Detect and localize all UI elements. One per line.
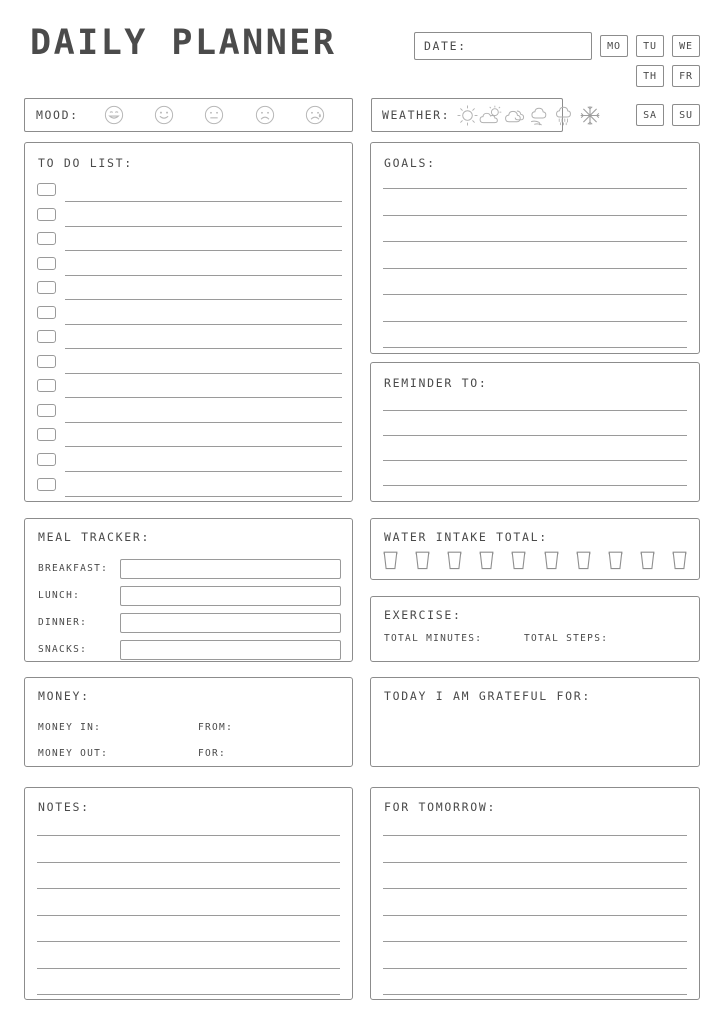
notes-title: NOTES: (38, 800, 90, 814)
mood-options (79, 104, 342, 126)
water-glasses-container (382, 550, 688, 571)
meal-tracker-section (24, 518, 353, 662)
todo-checkbox[interactable] (37, 306, 56, 319)
day-button-thursday[interactable]: TH (636, 65, 664, 87)
todo-write-line[interactable] (65, 397, 342, 398)
water-glass-icon[interactable] (671, 550, 688, 571)
write-line[interactable] (383, 294, 687, 295)
water-glass-icon[interactable] (575, 550, 592, 571)
todo-row (37, 376, 342, 401)
reminder-section (370, 362, 700, 502)
lunch-input[interactable] (120, 586, 341, 606)
write-line[interactable] (383, 215, 687, 216)
todo-write-line[interactable] (65, 496, 342, 497)
write-line[interactable] (383, 347, 687, 348)
write-line[interactable] (383, 941, 687, 942)
todo-checkbox[interactable] (37, 453, 56, 466)
todo-write-line[interactable] (65, 299, 342, 300)
write-line[interactable] (37, 994, 340, 995)
write-line[interactable] (383, 835, 687, 836)
todo-row (37, 327, 342, 352)
sun-behind-cloud-icon[interactable] (479, 104, 504, 127)
water-intake-title: WATER INTAKE TOTAL: (384, 530, 548, 544)
reminder-lines-container (383, 410, 687, 486)
money-row-in (38, 714, 341, 740)
todo-row (37, 180, 342, 205)
money-out-label: MONEY OUT: (38, 747, 109, 759)
todo-checkbox[interactable] (37, 183, 56, 196)
page-title: DAILY PLANNER (30, 23, 337, 63)
for-tomorrow-title: FOR TOMORROW: (384, 800, 497, 814)
meal-tracker-title: MEAL TRACKER: (38, 530, 151, 544)
sun-icon[interactable] (456, 104, 479, 127)
day-button-friday[interactable]: FR (672, 65, 700, 87)
todo-row (37, 352, 342, 377)
todo-checkbox[interactable] (37, 208, 56, 221)
write-line[interactable] (383, 485, 687, 486)
exercise-title: EXERCISE: (384, 608, 462, 622)
write-line[interactable] (383, 435, 687, 436)
goals-section (370, 142, 700, 354)
lunch-label: LUNCH: (38, 590, 81, 601)
total-minutes-label: TOTAL MINUTES: (384, 633, 483, 644)
write-line[interactable] (383, 862, 687, 863)
for-tomorrow-section (370, 787, 700, 1000)
todo-write-line[interactable] (65, 226, 342, 227)
mood-weather-row (24, 98, 700, 132)
breakfast-input[interactable] (120, 559, 341, 579)
write-line[interactable] (37, 941, 340, 942)
todo-row (37, 303, 342, 328)
face-crying-icon[interactable] (304, 104, 326, 126)
notes-lines-container (37, 835, 340, 995)
meal-row-lunch (38, 582, 341, 609)
mood-section (24, 98, 353, 132)
todo-checkbox[interactable] (37, 330, 56, 343)
todo-row (37, 229, 342, 254)
face-sad-icon[interactable] (254, 104, 276, 126)
water-glass-icon[interactable] (510, 550, 527, 571)
meal-rows-container (38, 555, 341, 663)
todo-list-section (24, 142, 353, 502)
weather-options (450, 104, 601, 127)
write-line[interactable] (383, 888, 687, 889)
water-glass-icon[interactable] (543, 550, 560, 571)
water-glass-icon[interactable] (607, 550, 624, 571)
wind-cloud-icon[interactable] (529, 104, 554, 127)
todo-checkbox[interactable] (37, 478, 56, 491)
day-button-saturday[interactable]: SA (636, 104, 664, 126)
todo-row (37, 475, 342, 500)
write-line[interactable] (383, 968, 687, 969)
todo-row (37, 425, 342, 450)
todo-checkbox[interactable] (37, 355, 56, 368)
for-tomorrow-lines-container (383, 835, 687, 995)
weather-label: WEATHER: (382, 108, 451, 122)
day-row-2 (636, 65, 700, 87)
todo-checkbox[interactable] (37, 379, 56, 392)
todo-write-line[interactable] (65, 250, 342, 251)
meal-row-dinner (38, 609, 341, 636)
todo-write-line[interactable] (65, 348, 342, 349)
write-line[interactable] (383, 994, 687, 995)
money-in-from-label: FROM: (198, 721, 234, 733)
todo-checkbox[interactable] (37, 281, 56, 294)
water-intake-section (370, 518, 700, 580)
grateful-title: TODAY I AM GRATEFUL FOR: (384, 689, 591, 703)
todo-checkbox[interactable] (37, 428, 56, 441)
water-glass-icon[interactable] (382, 550, 399, 571)
dinner-input[interactable] (120, 613, 341, 633)
todo-write-line[interactable] (65, 471, 342, 472)
face-neutral-icon[interactable] (203, 104, 225, 126)
exercise-section (370, 596, 700, 662)
money-row-out (38, 740, 341, 766)
write-line[interactable] (383, 321, 687, 322)
todo-checkbox[interactable] (37, 404, 56, 417)
breakfast-label: BREAKFAST: (38, 563, 109, 574)
money-title: MONEY: (38, 689, 90, 703)
todo-row (37, 401, 342, 426)
todo-write-line[interactable] (65, 446, 342, 447)
todo-list-title: TO DO LIST: (38, 156, 133, 170)
water-glass-icon[interactable] (414, 550, 431, 571)
write-line[interactable] (37, 862, 340, 863)
todo-rows-container (37, 180, 342, 499)
date-and-first-days-row (414, 32, 700, 60)
meal-row-snacks (38, 636, 341, 663)
write-line[interactable] (37, 915, 340, 916)
face-laughing-icon[interactable] (103, 104, 125, 126)
todo-write-line[interactable] (65, 373, 342, 374)
write-line[interactable] (383, 410, 687, 411)
money-in-label: MONEY IN: (38, 721, 102, 733)
money-out-for-label: FOR: (198, 747, 227, 759)
write-line[interactable] (37, 835, 340, 836)
day-button-wednesday[interactable]: WE (672, 35, 700, 57)
todo-write-line[interactable] (65, 324, 342, 325)
goals-lines-container (383, 188, 687, 348)
snacks-input[interactable] (120, 640, 341, 660)
write-line[interactable] (37, 888, 340, 889)
todo-write-line[interactable] (65, 275, 342, 276)
meal-row-breakfast (38, 555, 341, 582)
todo-row (37, 205, 342, 230)
cloud-icon[interactable] (504, 104, 529, 127)
write-line[interactable] (383, 188, 687, 189)
date-field[interactable] (414, 32, 592, 60)
rain-cloud-icon[interactable] (554, 104, 579, 127)
exercise-fields-row (384, 633, 608, 644)
todo-checkbox[interactable] (37, 232, 56, 245)
write-line[interactable] (383, 460, 687, 461)
write-line[interactable] (383, 915, 687, 916)
water-glass-icon[interactable] (446, 550, 463, 571)
weather-section (371, 98, 563, 132)
todo-write-line[interactable] (65, 422, 342, 423)
mood-label: MOOD: (36, 108, 79, 122)
reminder-title: REMINDER TO: (384, 376, 488, 390)
money-rows-container (38, 714, 341, 766)
day-button-tuesday[interactable]: TU (636, 35, 664, 57)
write-line[interactable] (383, 241, 687, 242)
todo-row (37, 450, 342, 475)
dinner-label: DINNER: (38, 617, 88, 628)
grateful-section[interactable] (370, 677, 700, 767)
day-button-sunday[interactable]: SU (672, 104, 700, 126)
todo-write-line[interactable] (65, 201, 342, 202)
todo-row (37, 278, 342, 303)
snowflake-icon[interactable] (579, 104, 601, 127)
money-section (24, 677, 353, 767)
todo-checkbox[interactable] (37, 257, 56, 270)
snacks-label: SNACKS: (38, 644, 88, 655)
day-button-monday[interactable]: MO (600, 35, 628, 57)
write-line[interactable] (383, 268, 687, 269)
total-steps-label: TOTAL STEPS: (524, 633, 609, 644)
write-line[interactable] (37, 968, 340, 969)
date-label: DATE: (424, 39, 467, 53)
goals-title: GOALS: (384, 156, 436, 170)
todo-row (37, 254, 342, 279)
water-glass-icon[interactable] (639, 550, 656, 571)
face-smiling-icon[interactable] (153, 104, 175, 126)
water-glass-icon[interactable] (478, 550, 495, 571)
notes-section (24, 787, 353, 1000)
